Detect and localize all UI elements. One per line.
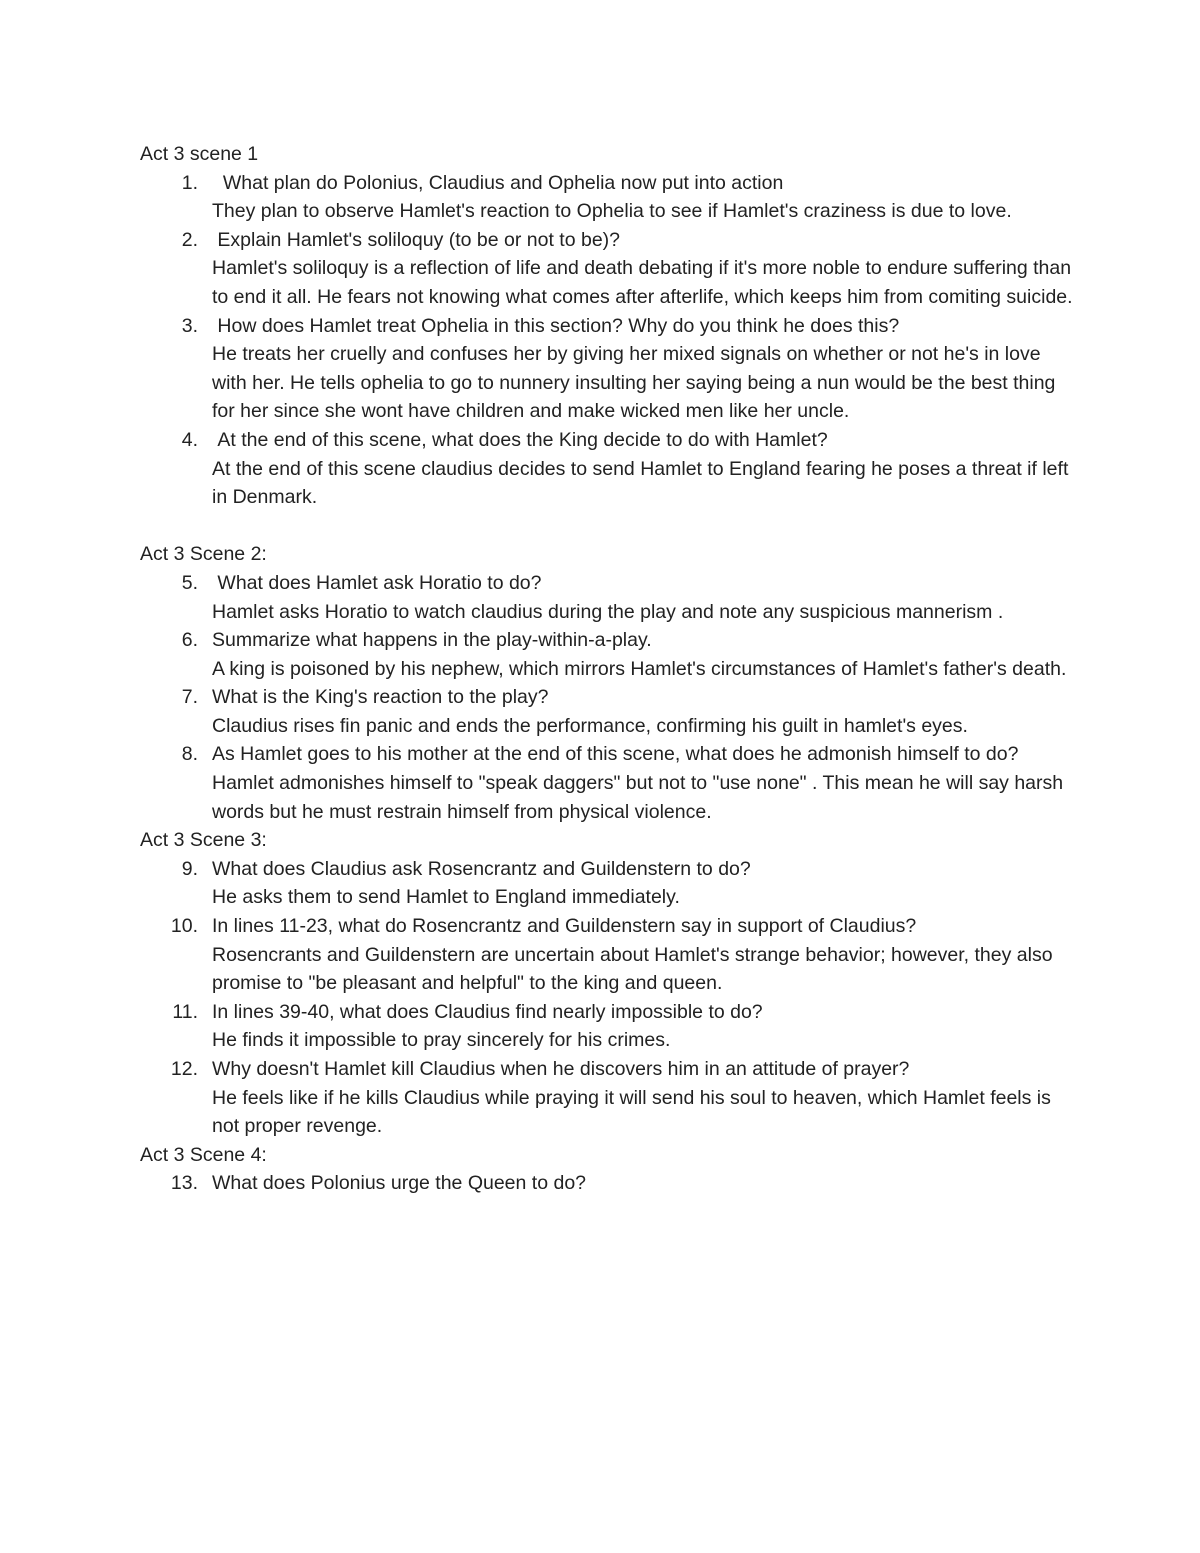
section-title: Act 3 Scene 4:	[140, 1143, 267, 1166]
qa-item-9	[140, 855, 1080, 912]
qa-item-6	[140, 626, 1080, 683]
item-number: 6.	[181, 629, 198, 652]
item-number: 8.	[181, 743, 198, 766]
qa-item-11	[140, 998, 1080, 1055]
answer-text: He finds it impossible to pray sincerely for his crimes.	[212, 1029, 671, 1052]
section-act3-scene1	[140, 140, 1080, 512]
answer-text: Rosencrants and Guildenstern are uncertain about Hamlet's strange behavior; however, they also promise to "be pleasant and helpful" to the king and queen.	[212, 943, 1053, 995]
item-number: 3.	[181, 314, 198, 337]
item-number: 13.	[170, 1172, 198, 1195]
answer-text: Hamlet admonishes himself to "speak daggers" but not to "use none" . This mean he will say harsh words but he must restrain himself from physical violence.	[212, 772, 1064, 823]
question-text: What plan do Polonius, Claudius and Ophelia now put into action	[212, 171, 784, 194]
section-act3-scene2	[140, 540, 1080, 826]
blank-line	[140, 512, 1080, 541]
item-number: 11.	[172, 1000, 198, 1023]
question-text: How does Hamlet treat Ophelia in this section? Why do you think he does this?	[212, 314, 900, 337]
qa-item-2	[140, 226, 1080, 312]
answer-text: They plan to observe Hamlet's reaction to Ophelia to see if Hamlet's craziness is due to love.	[212, 200, 1012, 223]
answer-text: He asks them to send Hamlet to England immediately.	[212, 886, 680, 909]
qa-item-13	[140, 1169, 1080, 1198]
question-text: Summarize what happens in the play-within-a-play.	[212, 629, 652, 652]
answer-text: He treats her cruelly and confuses her by giving her mixed signals on whether or not he's in love with her. He tells ophelia to go to nunnery insulting her saying being a nun would be the best thing for her since she wont have children and make wicked men like her uncle.	[212, 343, 1056, 423]
section-title: Act 3 Scene 2:	[140, 543, 267, 566]
question-text: As Hamlet goes to his mother at the end of this scene, what does he admonish himself to do?	[212, 743, 1019, 766]
answer-text: At the end of this scene claudius decides to send Hamlet to England fearing he poses a threat if left in Denmark.	[212, 457, 1069, 509]
qa-item-1	[140, 169, 1080, 226]
item-number: 9.	[181, 857, 198, 880]
qa-item-7	[140, 683, 1080, 740]
question-text: Why doesn't Hamlet kill Claudius when he discovers him in an attitude of prayer?	[212, 1058, 910, 1080]
section-title: Act 3 scene 1	[140, 143, 259, 165]
section-act3-scene4	[140, 1141, 1080, 1198]
item-number: 12.	[170, 1058, 198, 1080]
question-text: Explain Hamlet's soliloquy (to be or not to be)?	[212, 228, 621, 251]
item-number: 7.	[181, 686, 198, 709]
item-number: 5.	[181, 571, 198, 594]
answer-text: A king is poisoned by his nephew, which mirrors Hamlet's circumstances of Hamlet's father's death.	[212, 657, 1067, 680]
item-number: 2.	[181, 228, 198, 251]
item-number: 1.	[181, 171, 198, 194]
question-text: What does Polonius urge the Queen to do?	[212, 1172, 587, 1195]
question-text: At the end of this scene, what does the King decide to do with Hamlet?	[212, 428, 828, 451]
question-text: What does Hamlet ask Horatio to do?	[212, 571, 542, 594]
question-text: In lines 11-23, what do Rosencrantz and Guildenstern say in support of Claudius?	[212, 915, 917, 938]
question-text: What is the King's reaction to the play?	[212, 686, 549, 709]
qa-item-3	[140, 312, 1080, 426]
item-number: 10.	[170, 915, 198, 938]
answer-text: He feels like if he kills Claudius while praying it will send his soul to heaven, which Hamlet feels is not proper revenge.	[212, 1086, 1051, 1138]
qa-item-8	[140, 740, 1080, 826]
section-act3-scene3	[140, 826, 1080, 1141]
answer-text: Claudius rises fin panic and ends the performance, confirming his guilt in hamlet's eyes.	[212, 714, 968, 737]
question-text: What does Claudius ask Rosencrantz and Guildenstern to do?	[212, 857, 751, 880]
document-page	[140, 140, 1080, 1198]
question-text: In lines 39-40, what does Claudius find nearly impossible to do?	[212, 1000, 763, 1023]
qa-item-10	[140, 912, 1080, 998]
item-number: 4.	[181, 428, 198, 451]
qa-item-12	[140, 1055, 1080, 1141]
qa-item-4	[140, 426, 1080, 512]
answer-text: Hamlet asks Horatio to watch claudius during the play and note any suspicious mannerism .	[212, 600, 1004, 623]
answer-text: Hamlet's soliloquy is a reflection of life and death debating if it's more noble to endure suffering than to end it all. He fears not knowing what comes after afterlife, which keeps him from comiting suicide.	[212, 257, 1073, 308]
qa-item-5	[140, 569, 1080, 626]
section-title: Act 3 Scene 3:	[140, 829, 267, 852]
